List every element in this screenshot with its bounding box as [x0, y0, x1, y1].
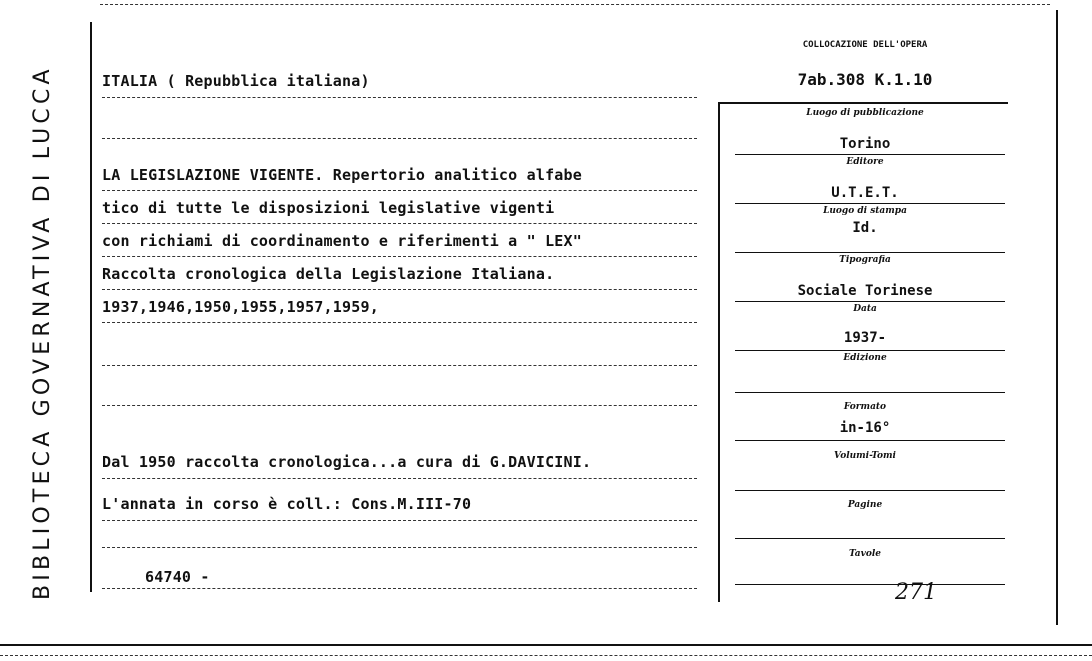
library-name: BIBLIOTECA GOVERNATIVA DI LUCCA: [30, 65, 55, 600]
field-label: Luogo di stampa: [823, 206, 907, 216]
body-line: tico di tutte le disposizioni legislative vigenti: [102, 199, 555, 217]
collocazione-value: 7ab.308 K.1.10: [797, 70, 933, 89]
heading: ITALIA ( Repubblica italiana): [102, 72, 370, 90]
note-line: L'annata in corso è coll.: Cons.M.III-70: [102, 495, 472, 513]
card-right-edge: [1056, 10, 1058, 625]
field-rule: [735, 490, 1005, 491]
field-label: Edizione: [843, 353, 887, 363]
field-label: Tavole: [848, 549, 882, 559]
field-label: Data: [853, 304, 877, 314]
collocazione-label: COLLOCAZIONE DELL'OPERA: [802, 40, 928, 50]
field-label: Luogo di pubblicazione: [806, 108, 924, 118]
heading-underline: [102, 97, 697, 98]
body-line: LA LEGISLAZIONE VIGENTE. Repertorio analitico alfabe: [102, 166, 582, 184]
note-underline: [102, 478, 697, 479]
field-rule: [735, 154, 1005, 155]
inventory-number: 64740 -: [145, 568, 210, 586]
card-bottom-edge: [0, 644, 1092, 646]
body-underline: [102, 223, 697, 224]
field-value: 1937-: [843, 330, 887, 346]
blank-line-2: [102, 365, 697, 366]
blank-line-3: [102, 405, 697, 406]
card-bottom-shadow: [0, 655, 1092, 656]
body-line: Raccolta cronologica della Legislazione Italiana.: [102, 265, 555, 283]
body-underline: [102, 190, 697, 191]
field-label: Pagine: [847, 500, 883, 510]
field-value: Sociale Torinese: [797, 283, 933, 299]
margin-rule: [90, 22, 92, 592]
field-rule: [735, 350, 1005, 351]
field-rule: [735, 538, 1005, 539]
body-underline: [102, 322, 697, 323]
body-line: con richiami di coordinamento e riferimenti a " LEX": [102, 232, 582, 250]
blank-line-4: [102, 547, 697, 548]
field-rule: [735, 203, 1005, 204]
fields-box-top: [718, 102, 1008, 104]
field-rule: [735, 440, 1005, 441]
note-underline: [102, 520, 697, 521]
field-rule: [735, 301, 1005, 302]
field-rule: [735, 584, 1005, 585]
field-value: U.T.E.T.: [831, 185, 899, 201]
body-underline: [102, 289, 697, 290]
field-rule: [735, 252, 1005, 253]
body-underline: [102, 256, 697, 257]
fields-box-left: [718, 102, 720, 602]
field-label: Formato: [843, 402, 887, 412]
field-value: in-16°: [839, 420, 891, 436]
field-label: Editore: [846, 157, 884, 167]
field-rule: [735, 392, 1005, 393]
field-value: Id.: [852, 220, 878, 236]
field-value: Torino: [839, 136, 891, 152]
card-top-edge: [100, 4, 1050, 5]
blank-line-1: [102, 138, 697, 139]
field-label: Tipografia: [839, 255, 891, 265]
note-line: Dal 1950 raccolta cronologica...a cura di G.DAVICINI.: [102, 453, 592, 471]
body-line: 1937,1946,1950,1955,1957,1959,: [102, 298, 379, 316]
blank-line-5: [102, 588, 697, 589]
handwritten-mark: 271: [895, 580, 937, 605]
field-label: Volumi-Tomi: [834, 451, 896, 461]
